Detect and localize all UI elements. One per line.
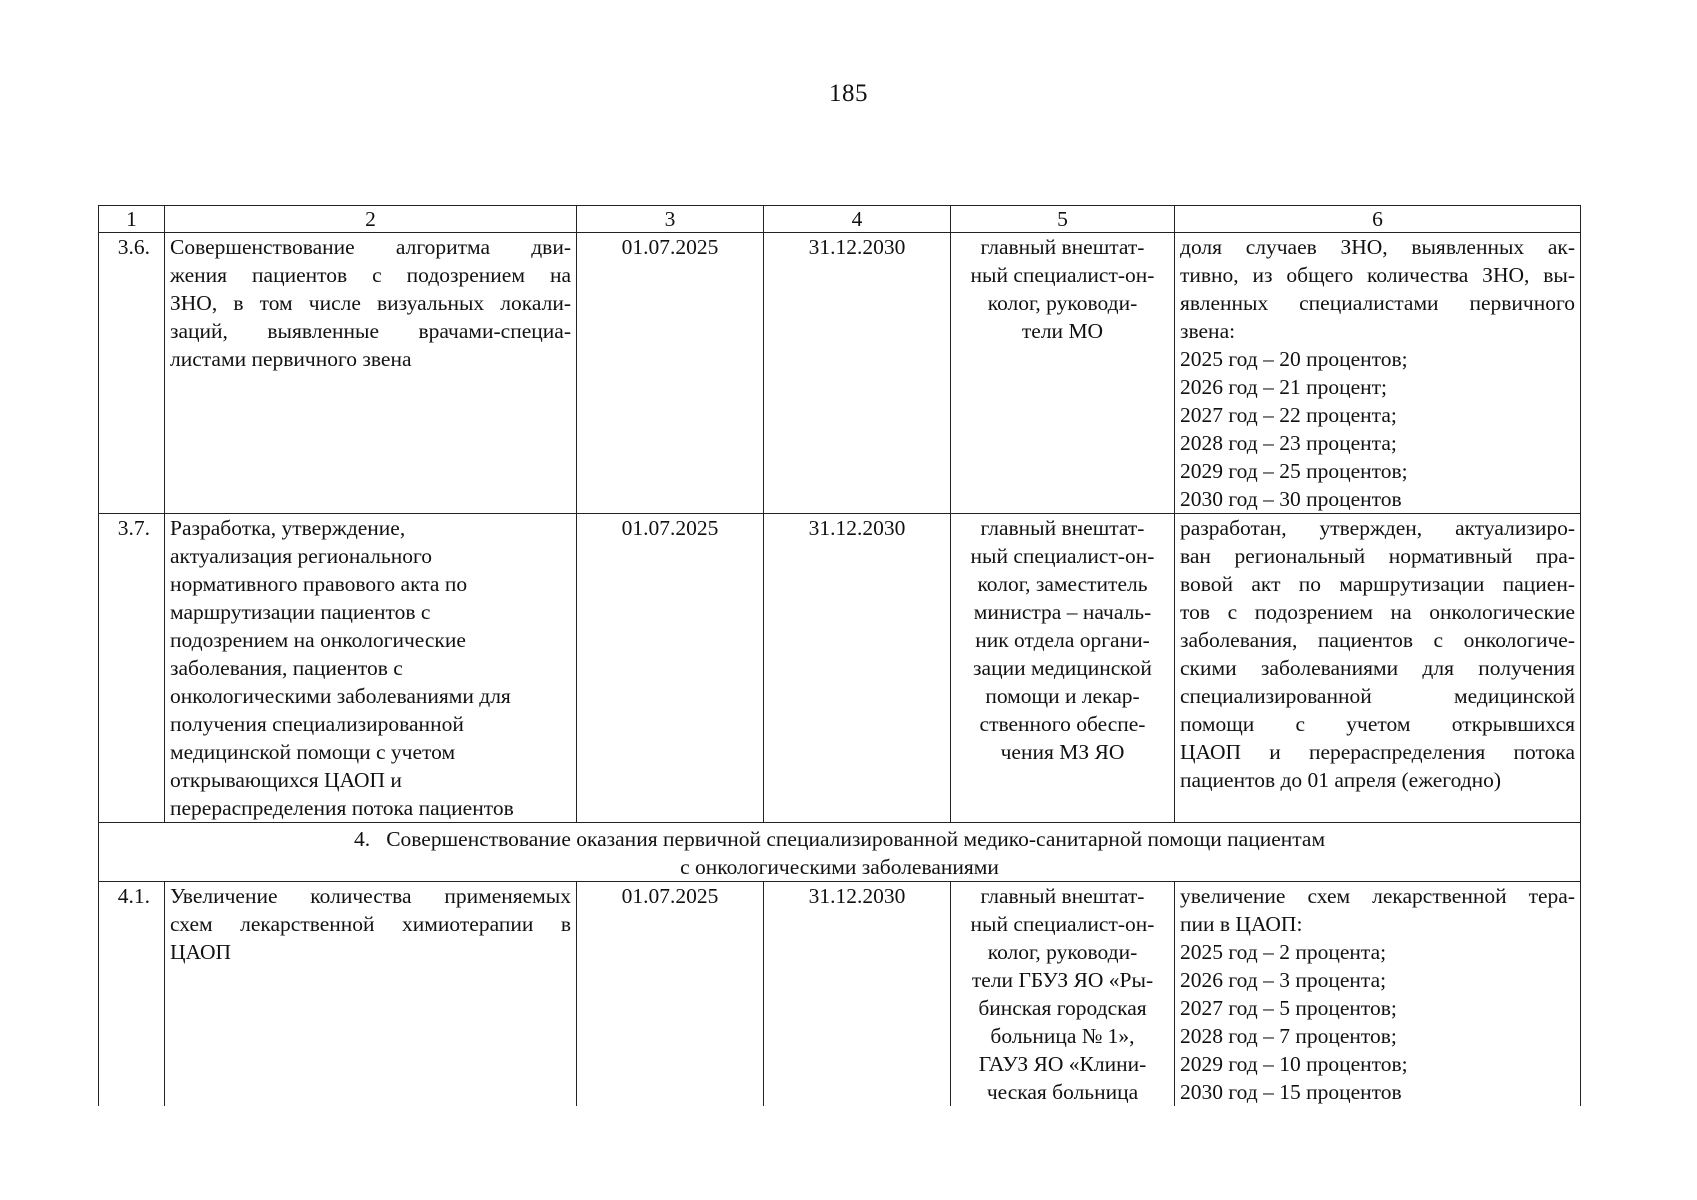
measures-table: [98, 205, 1581, 1106]
text-line: 2029 год – 10 процентов;: [1180, 1052, 1408, 1076]
header-col-3: 3: [577, 206, 764, 233]
section-title-line-1: 4. Совершенствование оказания первичной специализированной медико-санитарной помощи пациентам: [353, 827, 1326, 851]
table-row-3-7: [99, 514, 1581, 823]
text-line: главный внештат-: [980, 235, 1145, 259]
section-heading: [99, 823, 1581, 882]
header-row: [99, 206, 1581, 233]
header-col-4: 4: [764, 206, 951, 233]
section-title-line-2: с онкологическими заболеваниями: [680, 855, 999, 879]
text-line: 2030 год – 30 процентов: [1180, 487, 1402, 511]
indicator: [1175, 882, 1581, 1107]
row-number: 3.7.: [99, 514, 165, 823]
text-line: ЦАОП и перераспределения потока: [1180, 740, 1575, 764]
text-line: помощи и лекар-: [985, 684, 1140, 708]
text-line: ческая больница: [986, 1080, 1139, 1104]
end-date: 31.12.2030: [764, 882, 951, 1107]
text-line: увеличение схем лекарственной тера-: [1180, 884, 1575, 908]
text-line: Разработка, утверждение,: [170, 516, 406, 540]
indicator: [1175, 514, 1581, 823]
text-line: Увеличение количества применяемых: [170, 884, 571, 908]
text-line: 2025 год – 2 процента;: [1180, 940, 1387, 964]
header-col-1: 1: [99, 206, 165, 233]
text-line: заболевания, пациентов с: [170, 656, 403, 680]
text-line: главный внештат-: [980, 516, 1145, 540]
page-number: 185: [829, 80, 868, 107]
text-line: тов с подозрением на онкологические: [1180, 600, 1575, 624]
text-line: больница № 1»,: [990, 1024, 1135, 1048]
text-line: жения пациентов с подозрением на: [170, 263, 571, 287]
text-line: 2026 год – 21 процент;: [1180, 375, 1388, 399]
header-col-5: 5: [951, 206, 1175, 233]
text-line: пациентов до 01 апреля (ежегодно): [1180, 768, 1502, 792]
text-line: 2026 год – 3 процента;: [1180, 968, 1387, 992]
text-line: 2027 год – 5 процентов;: [1180, 996, 1397, 1020]
start-date: 01.07.2025: [577, 514, 764, 823]
text-line: маршрутизации пациентов с: [170, 600, 431, 624]
responsible: [951, 514, 1175, 823]
text-line: получения специализированной: [170, 712, 464, 736]
text-line: подозрением на онкологические: [170, 628, 466, 652]
text-line: нормативного правового акта по: [170, 572, 468, 596]
text-line: 2025 год – 20 процентов;: [1180, 347, 1408, 371]
text-line: тивно, из общего количества ЗНО, вы-: [1180, 263, 1575, 287]
measure-name: [165, 514, 577, 823]
text-line: пии в ЦАОП:: [1180, 912, 1303, 936]
text-line: листами первичного звена: [170, 347, 412, 371]
measure-name: [165, 882, 577, 1107]
header-col-2: 2: [165, 206, 577, 233]
text-line: ГАУЗ ЯО «Клини-: [978, 1052, 1147, 1076]
start-date: 01.07.2025: [577, 882, 764, 1107]
text-line: ван региональный нормативный пра-: [1180, 544, 1575, 568]
table-row-4-1: [99, 882, 1581, 1107]
text-line: актуализация регионального: [170, 544, 432, 568]
text-line: заций, выявленные врачами-специа-: [170, 319, 571, 343]
text-line: бинская городская: [978, 996, 1147, 1020]
end-date: 31.12.2030: [764, 514, 951, 823]
text-line: тели МО: [1021, 319, 1104, 343]
text-line: колог, руководи-: [987, 291, 1138, 315]
text-line: разработан, утвержден, актуализиро-: [1180, 516, 1575, 540]
text-line: вовой акт по маршрутизации пациен-: [1180, 572, 1575, 596]
text-line: 2027 год – 22 процента;: [1180, 403, 1397, 427]
text-line: 2030 год – 15 процентов: [1180, 1080, 1402, 1104]
text-line: ЗНО, в том числе визуальных локали-: [170, 291, 571, 315]
text-line: медицинской помощи с учетом: [170, 740, 456, 764]
text-line: специализированной медицинской: [1180, 684, 1575, 708]
text-line: зации медицинской: [973, 656, 1152, 680]
measure-name: [165, 233, 577, 514]
text-line: доля случаев ЗНО, выявленных ак-: [1180, 235, 1575, 259]
section-heading-row: [99, 823, 1581, 882]
text-line: министра – началь-: [973, 600, 1152, 624]
text-line: 2028 год – 23 процента;: [1180, 431, 1397, 455]
text-line: скими заболеваниями для получения: [1180, 656, 1575, 680]
text-line: главный внештат-: [980, 884, 1145, 908]
responsible: [951, 882, 1175, 1107]
end-date: 31.12.2030: [764, 233, 951, 514]
text-line: ный специалист-он-: [970, 544, 1155, 568]
text-line: 2029 год – 25 процентов;: [1180, 459, 1408, 483]
table-row-3-6: [99, 233, 1581, 514]
text-line: ный специалист-он-: [970, 263, 1155, 287]
responsible: [951, 233, 1175, 514]
text-line: Совершенствование алгоритма дви-: [170, 235, 571, 259]
text-line: заболевания, пациентов с онкологиче-: [1180, 628, 1575, 652]
row-number: 3.6.: [99, 233, 165, 514]
text-line: открывающихся ЦАОП и: [170, 768, 402, 792]
text-line: ник отдела органи-: [975, 628, 1150, 652]
text-line: ный специалист-он-: [970, 912, 1155, 936]
text-line: колог, руководи-: [987, 940, 1138, 964]
text-line: онкологическими заболеваниями для: [170, 684, 511, 708]
text-line: ственного обеспе-: [979, 712, 1146, 736]
text-line: колог, заместитель: [977, 572, 1148, 596]
text-line: перераспределения потока пациентов: [170, 796, 514, 820]
text-line: звена:: [1180, 319, 1236, 343]
indicator: [1175, 233, 1581, 514]
text-line: явленных специалистами первичного: [1180, 291, 1575, 315]
text-line: 2028 год – 7 процентов;: [1180, 1024, 1397, 1048]
text-line: схем лекарственной химиотерапии в: [170, 912, 571, 936]
text-line: помощи с учетом открывшихся: [1180, 712, 1575, 736]
text-line: ЦАОП: [170, 940, 232, 964]
start-date: 01.07.2025: [577, 233, 764, 514]
header-col-6: 6: [1175, 206, 1581, 233]
text-line: тели ГБУЗ ЯО «Ры-: [971, 968, 1154, 992]
text-line: чения МЗ ЯО: [1000, 740, 1125, 764]
row-number: 4.1.: [99, 882, 165, 1107]
